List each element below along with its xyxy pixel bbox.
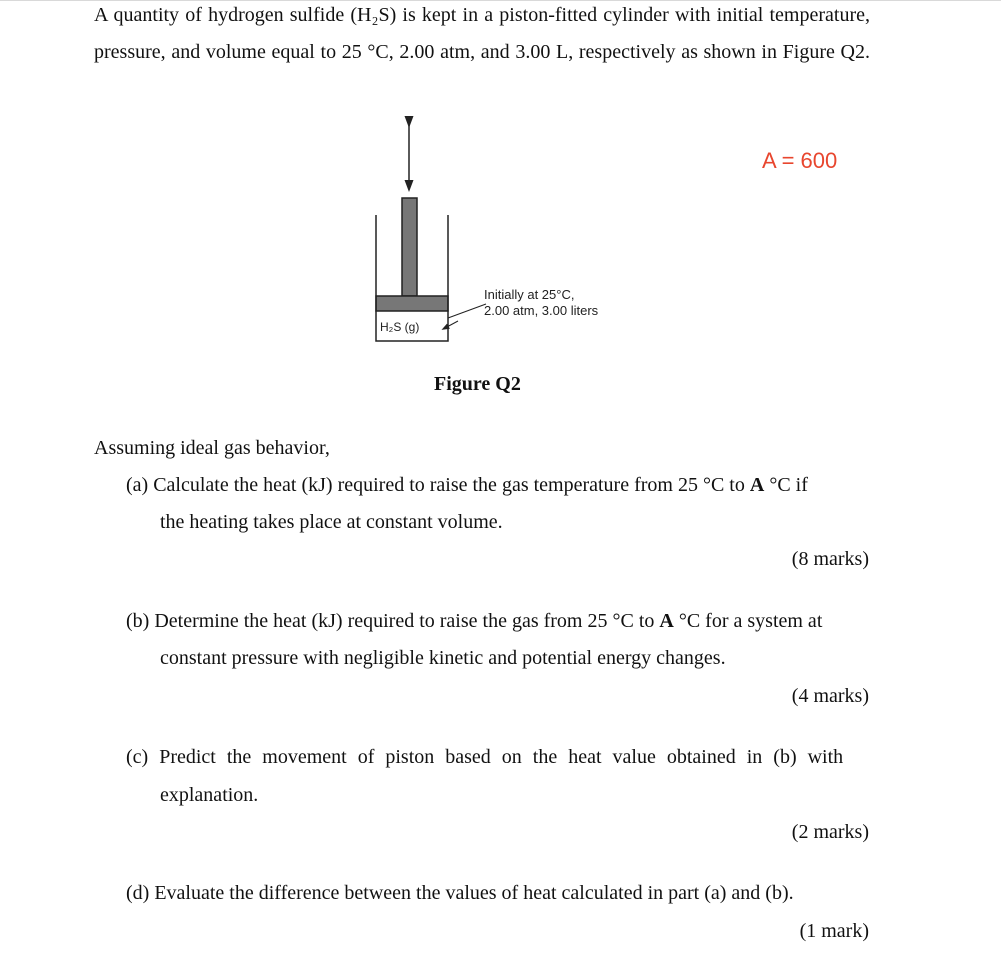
part-a-line2: the heating takes place at constant volume. (160, 511, 503, 533)
piston-rod (402, 198, 417, 296)
state-label-line1: Initially at 25°C, (484, 287, 575, 302)
part-d-marks: (1 mark) (799, 920, 869, 942)
piston-cylinder-figure (360, 110, 640, 350)
part-b-line2: constant pressure with negligible kinetic and potential energy changes. (160, 647, 726, 669)
part-a-marks: (8 marks) (791, 548, 869, 570)
part-c-marks: (2 marks) (791, 821, 869, 843)
state-pointer (448, 304, 486, 318)
gas-pointer (445, 321, 458, 328)
part-c-line1: (c) Predict the movement of piston based on the heat value obtained in (b) with (126, 746, 844, 768)
parameter-annotation: A = 600 (762, 148, 838, 173)
part-d-line1: (d) Evaluate the difference between the values of heat calculated in part (a) and (b). (126, 882, 794, 904)
gas-label: H₂S (g) (380, 320, 420, 334)
figure-caption: Figure Q2 (434, 373, 521, 395)
intro-paragraph: A quantity of hydrogen sulfide (H₂S) is kept in a piston-fitted cylinder with initial temperature, pressure, and volume equal to 25 °C, 2.00 atm, and 3.00 L, respectively as shown in Figure Q2. (94, 4, 870, 63)
piston-head (376, 296, 448, 311)
part-b-marks: (4 marks) (791, 685, 869, 707)
state-label-line2: 2.00 atm, 3.00 liters (484, 303, 599, 318)
part-b-line1: (b) Determine the heat (kJ) required to raise the gas from 25 °C to A °C for a system at (126, 610, 823, 632)
assumption-text: Assuming ideal gas behavior, (94, 437, 330, 459)
part-a-line1: (a) Calculate the heat (kJ) required to raise the gas temperature from 25 °C to A °C if (126, 474, 808, 496)
part-c-line2: explanation. (160, 784, 259, 806)
